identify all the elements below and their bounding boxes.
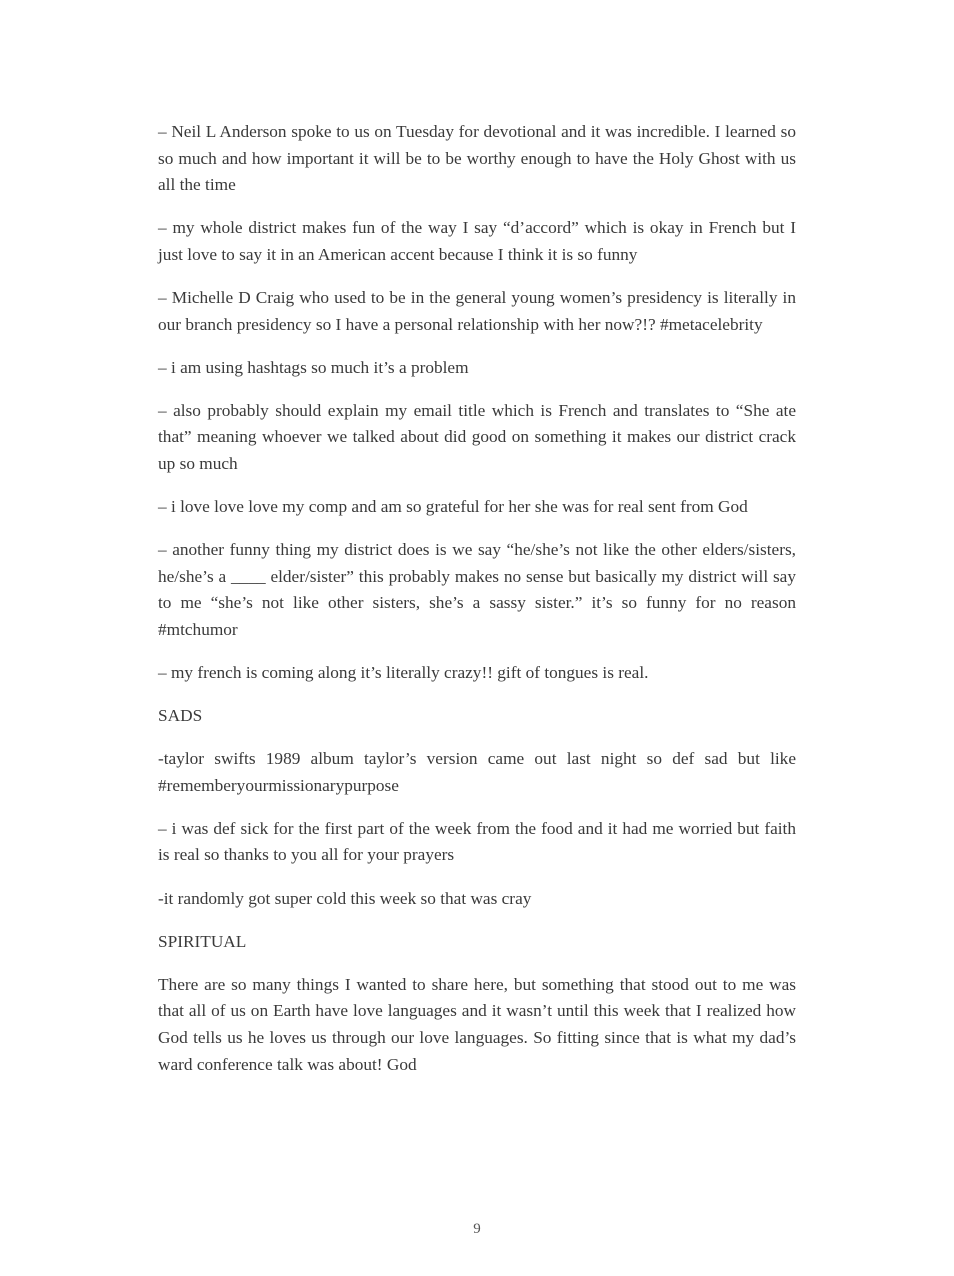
- paragraph-cold: -it randomly got super cold this week so that was cray: [158, 888, 532, 908]
- paragraph-devotional: – Neil L Anderson spoke to us on Tuesday for devotional and it was incredible. I learned so so much and how important it will be to be worthy enough to have the Holy Ghost with us all the time: [158, 122, 796, 195]
- paragraph-sick: – i was def sick for the first part of the week from the food and it had me worried but faith is real so thanks to you all for your prayers: [158, 818, 796, 865]
- paragraph-branch-presidency: – Michelle D Craig who used to be in the general young women’s presidency is literally in our branch presidency so I have a personal relationship with her now?!? #metacelebrity: [158, 287, 796, 334]
- paragraph-taylor-swift: -taylor swifts 1989 album taylor’s version came out last night so def sad but like #rememberyourmissionarypurpose: [158, 749, 796, 795]
- page-number: 9: [473, 1221, 481, 1237]
- paragraph-hashtags: – i am using hashtags so much it’s a problem: [158, 357, 469, 377]
- document-page: [158, 119, 796, 1095]
- section-heading-sads: SADS: [158, 706, 203, 726]
- paragraph-district-joke: – another funny thing my district does is we say “he/she’s not like the other elders/sisters, he/she’s a ____ elder/sister” this probably makes no sense but basically my district will say to me “she’s not like other sisters, she’s a sassy sister.” it’s so funny for no reason #mtchumor: [158, 540, 796, 639]
- paragraph-daccord: – my whole district makes fun of the way I say “d’accord” which is okay in French but I just love to say it in an American accent because I think it is so funny: [158, 218, 796, 264]
- paragraph-love-languages: There are so many things I wanted to share here, but something that stood out to me was that all of us on Earth have love languages and it wasn’t until this week that I realized how God tells us he loves us through our love languages. So fitting since that is what my dad’s ward conference talk was about! God: [158, 974, 796, 1074]
- section-heading-spiritual: SPIRITUAL: [158, 931, 247, 951]
- paragraph-french: – my french is coming along it’s literally crazy!! gift of tongues is real.: [158, 663, 649, 682]
- paragraph-companion: – i love love love my comp and am so grateful for her she was for real sent from God: [158, 497, 748, 517]
- paragraph-email-title: – also probably should explain my email title which is French and translates to “She ate that” meaning whoever we talked about did good on something it makes our district crack up so much: [158, 400, 796, 473]
